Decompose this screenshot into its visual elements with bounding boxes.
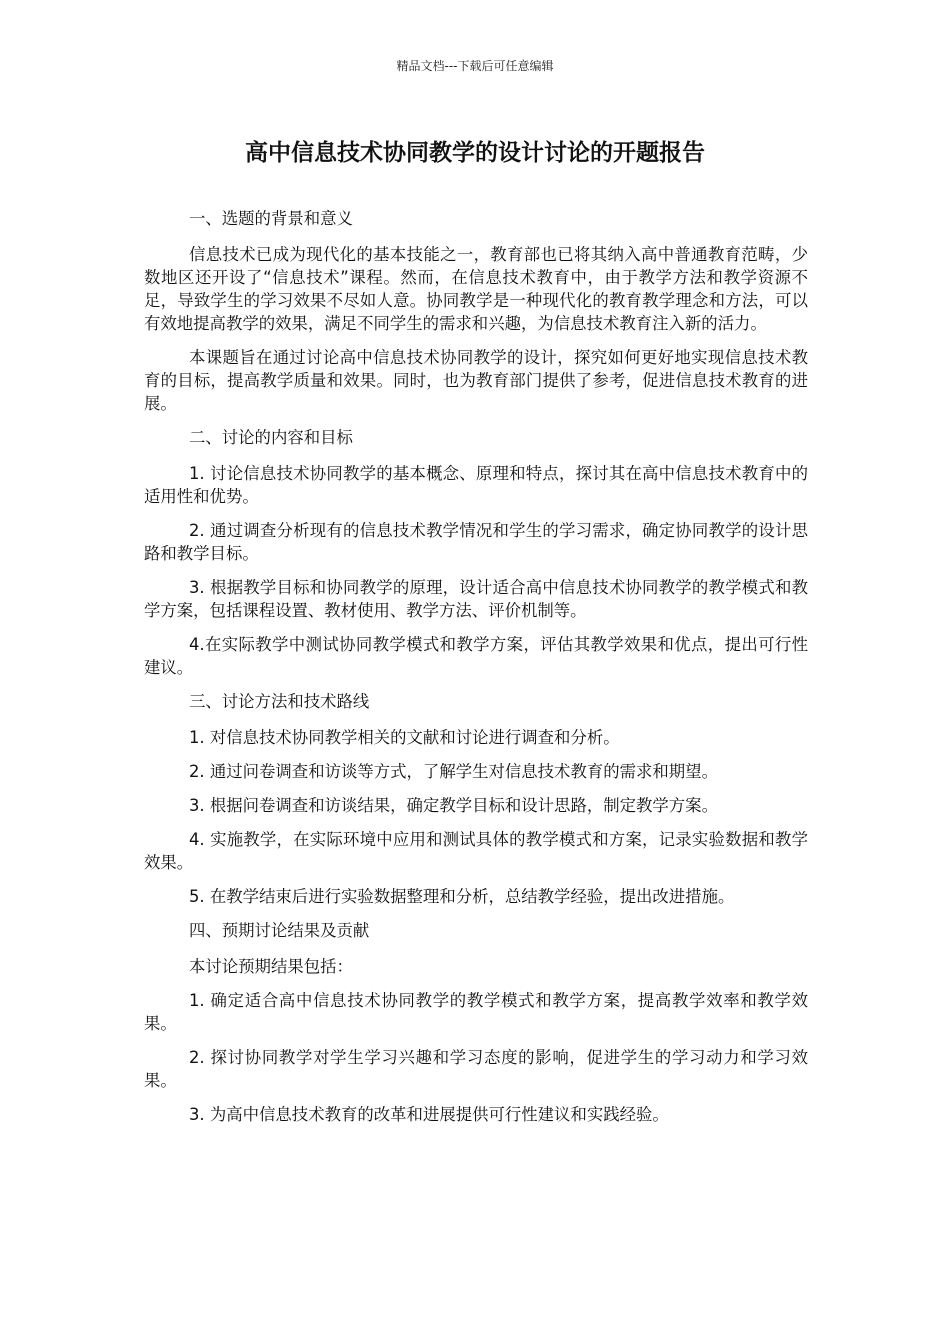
method-item-2: 2. 通过问卷调查和访谈等方式，了解学生对信息技术教育的需求和期望。 [189,762,718,781]
method-item-1: 1. 对信息技术协同教学相关的文献和讨论进行调查和分析。 [189,728,620,747]
content-item-4: 4.在实际教学中测试协同教学模式和教学方案，评估其教学效果和优点，提出可行性建议。 [144,635,808,677]
content-item-1: 1. 讨论信息技术协同教学的基本概念、原理和特点，探讨其在高中信息技术教育中的适用性和优势。 [144,464,808,506]
section-heading-methods: 三、讨论方法和技术路线 [189,692,370,711]
section-heading-content-goals: 二、讨论的内容和目标 [189,428,353,447]
expected-result-item-3: 3. 为高中信息技术教育的改革和进展提供可行性建议和实践经验。 [189,1105,669,1124]
document-title: 高中信息技术协同教学的设计讨论的开题报告 [245,140,705,166]
method-item-3: 3. 根据问卷调查和访谈结果，确定教学目标和设计思路，制定教学方案。 [189,796,718,815]
section-heading-expected-results: 四、预期讨论结果及贡献 [189,921,370,940]
background-paragraph-1: 信息技术已成为现代化的基本技能之一，教育部也已将其纳入高中普通教育范畴，少数地区还开设了“信息技术”课程。然而，在信息技术教育中，由于教学方法和教学资源不足，导致学生的学习效果不尽如人意。协同教学是一种现代化的教育教学理念和方法，可以有效地提高教学的效果，满足不同学生的需求和兴趣，为信息技术教育注入新的活力。 [144,245,808,333]
header-note: 精品文档---下载后可任意编辑 [396,59,554,73]
content-item-2: 2. 通过调查分析现有的信息技术教学情况和学生的学习需求，确定协同教学的设计思路和教学目标。 [144,521,808,563]
document-body [144,207,808,1137]
background-paragraph-2: 本课题旨在通过讨论高中信息技术协同教学的设计，探究如何更好地实现信息技术教育的目标，提高教学质量和效果。同时，也为教育部门提供了参考，促进信息技术教育的进展。 [144,348,808,413]
method-item-4: 4. 实施教学，在实际环境中应用和测试具体的教学模式和方案，记录实验数据和教学效果。 [144,830,808,872]
expected-result-item-1: 1. 确定适合高中信息技术协同教学的教学模式和教学方案，提高教学效率和教学效果。 [144,991,808,1033]
section-heading-background: 一、选题的背景和意义 [189,209,353,228]
content-item-3: 3. 根据教学目标和协同教学的原理，设计适合高中信息技术协同教学的教学模式和教学方案，包括课程设置、教材使用、教学方法、评价机制等。 [144,578,808,620]
expected-result-item-2: 2. 探讨协同教学对学生学习兴趣和学习态度的影响，促进学生的学习动力和学习效果。 [144,1048,808,1090]
expected-results-intro: 本讨论预期结果包括： [189,957,353,976]
method-item-5: 5. 在教学结束后进行实验数据整理和分析，总结教学经验，提出改进措施。 [189,887,735,906]
